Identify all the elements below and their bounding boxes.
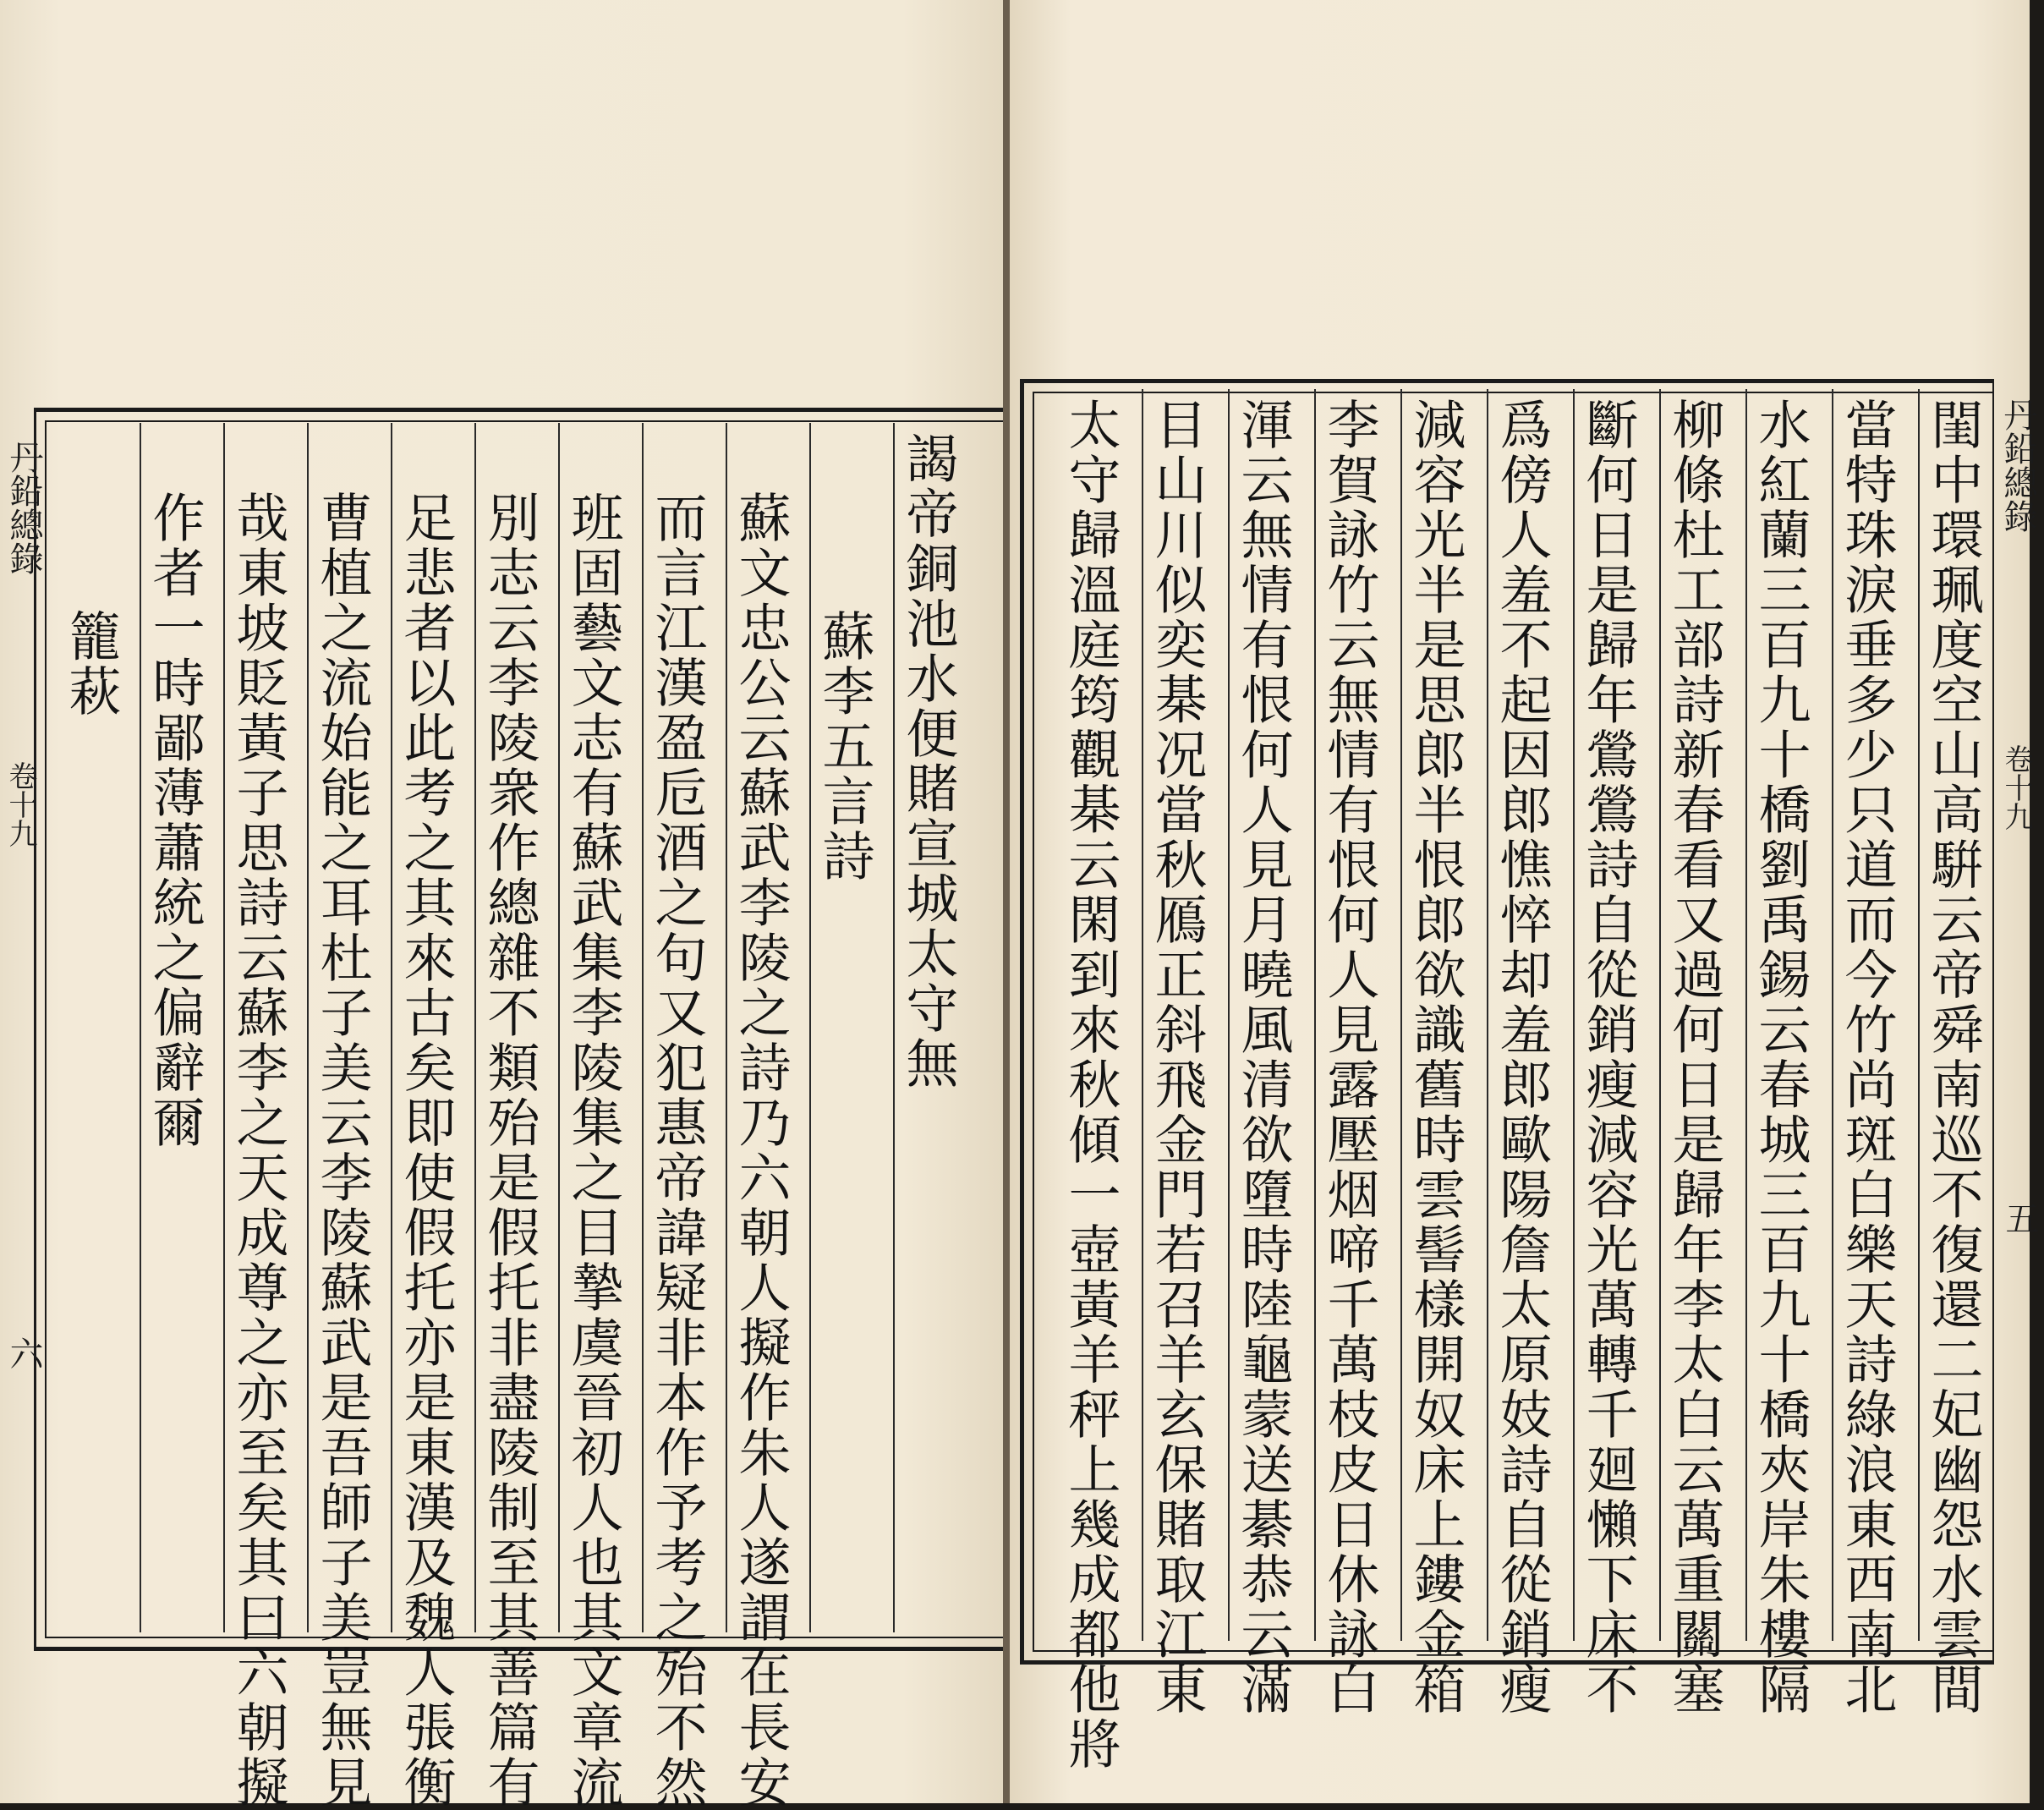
column-rule xyxy=(140,423,141,1632)
left-page-column-10: 作者一時鄙薄蕭統之偏辭爾 xyxy=(144,491,205,1150)
column-rule xyxy=(391,423,392,1632)
column-rule xyxy=(893,423,895,1632)
right-page-column-8: 李賀詠竹云無情有恨何人見露壓烟啼千萬枝皮日休詠白 xyxy=(1318,398,1380,1717)
column-rule xyxy=(307,423,309,1632)
left-margin-volume: 卷十九 xyxy=(3,761,37,847)
right-page-column-5: 斷何日是歸年鶯鶯詩自從銷瘦減容光萬轉千廻懶下床不 xyxy=(1577,398,1639,1717)
column-rule xyxy=(1659,389,1661,1641)
right-page-column-4: 柳條杜工部詩新春看又過何日是歸年李太白云萬重關塞 xyxy=(1663,398,1725,1717)
left-center-strip xyxy=(0,408,36,1651)
column-rule xyxy=(1487,389,1488,1641)
left-page-column-6: 別志云李陵衆作總雜不類殆是假托非盡陵制至其善篇有 xyxy=(479,491,540,1810)
column-rule xyxy=(1918,389,1920,1641)
right-page-column-9: 渾云無情有恨何人見月曉風清欲墮時陸龜蒙送綦恭云滿 xyxy=(1232,398,1294,1717)
column-rule xyxy=(1142,389,1143,1641)
column-rule xyxy=(1228,389,1230,1641)
left-margin-page: 六 xyxy=(4,1336,43,1370)
column-rule xyxy=(1573,389,1575,1641)
column-rule xyxy=(1832,389,1833,1641)
left-page-column-9: 哉東坡貶黃子思詩云蘇李之天成尊之亦至矣其曰六朝擬 xyxy=(227,491,289,1810)
column-rule xyxy=(558,423,560,1632)
column-rule xyxy=(1314,389,1316,1641)
left-page-column-7: 足悲者以此考之其來古矣即使假托亦是東漢及魏人張衡 xyxy=(395,491,457,1810)
column-rule xyxy=(1745,389,1747,1641)
column-rule xyxy=(223,423,225,1632)
left-margin-title: 丹鉛總錄 xyxy=(4,440,43,575)
right-page-column-6: 爲傍人羞不起因郎憔悴却羞郎歐陽詹太原妓詩自從銷瘦 xyxy=(1491,398,1553,1717)
right-margin-page: 五 xyxy=(2000,1201,2039,1235)
right-page-column-10: 目山川似奕棊况當秋鴈正斜飛金門若召羊玄保賭取江東 xyxy=(1146,398,1208,1717)
left-page-column-5: 班固藝文志有蘇武集李陵集之目摯虞晉初人也其文章流 xyxy=(562,491,624,1810)
column-rule xyxy=(474,423,476,1632)
left-page-column-1: 謁帝銅池水便賭宣城太守無 xyxy=(897,431,959,1091)
right-page-column-11: 太守歸溫庭筠觀棊云閑到來秋傾一壺黃羊秤上幾成都他將 xyxy=(1060,398,1121,1772)
left-page-column-2: 蘇李五言詩 xyxy=(814,609,875,884)
column-rule xyxy=(642,423,644,1632)
right-page-column-3: 水紅蘭三百九十橋劉禹錫云春城三百九十橋夾岸朱樓隔 xyxy=(1750,398,1811,1717)
left-page-column-4: 而言江漢盈卮酒之句又犯惠帝諱疑非本作予考之殆不然 xyxy=(646,491,708,1810)
left-page-column-11: 籠萩 xyxy=(60,609,122,719)
left-page-column-3: 蘇文忠公云蘇武李陵之詩乃六朝人擬作朱人遂謂在長安 xyxy=(730,491,792,1810)
right-page-column-1: 閨中環珮度空山高騈云帝舜南巡不復還二妃幽怨水雲間 xyxy=(1922,398,1984,1717)
column-rule xyxy=(809,423,811,1632)
right-page-column-2: 當特珠淚垂多少只道而今竹尚斑白樂天詩綠浪東西南北 xyxy=(1836,398,1898,1717)
left-page xyxy=(0,0,1003,1810)
left-page-column-8: 曹植之流始能之耳杜子美云李陵蘇武是吾師子美豈無見 xyxy=(311,491,373,1810)
column-rule xyxy=(726,423,727,1632)
book-gutter xyxy=(1003,0,1010,1803)
right-page-column-7: 減容光半是思郎半恨郎欲識舊時雲髻樣開奴床上鏤金箱 xyxy=(1405,398,1466,1717)
column-rule xyxy=(1400,389,1402,1641)
right-page xyxy=(1010,0,2039,1803)
right-margin-volume: 卷十九 xyxy=(1999,744,2033,831)
right-center-strip xyxy=(1992,379,2031,1665)
right-margin-title: 丹鉛總錄 xyxy=(1998,398,2037,533)
